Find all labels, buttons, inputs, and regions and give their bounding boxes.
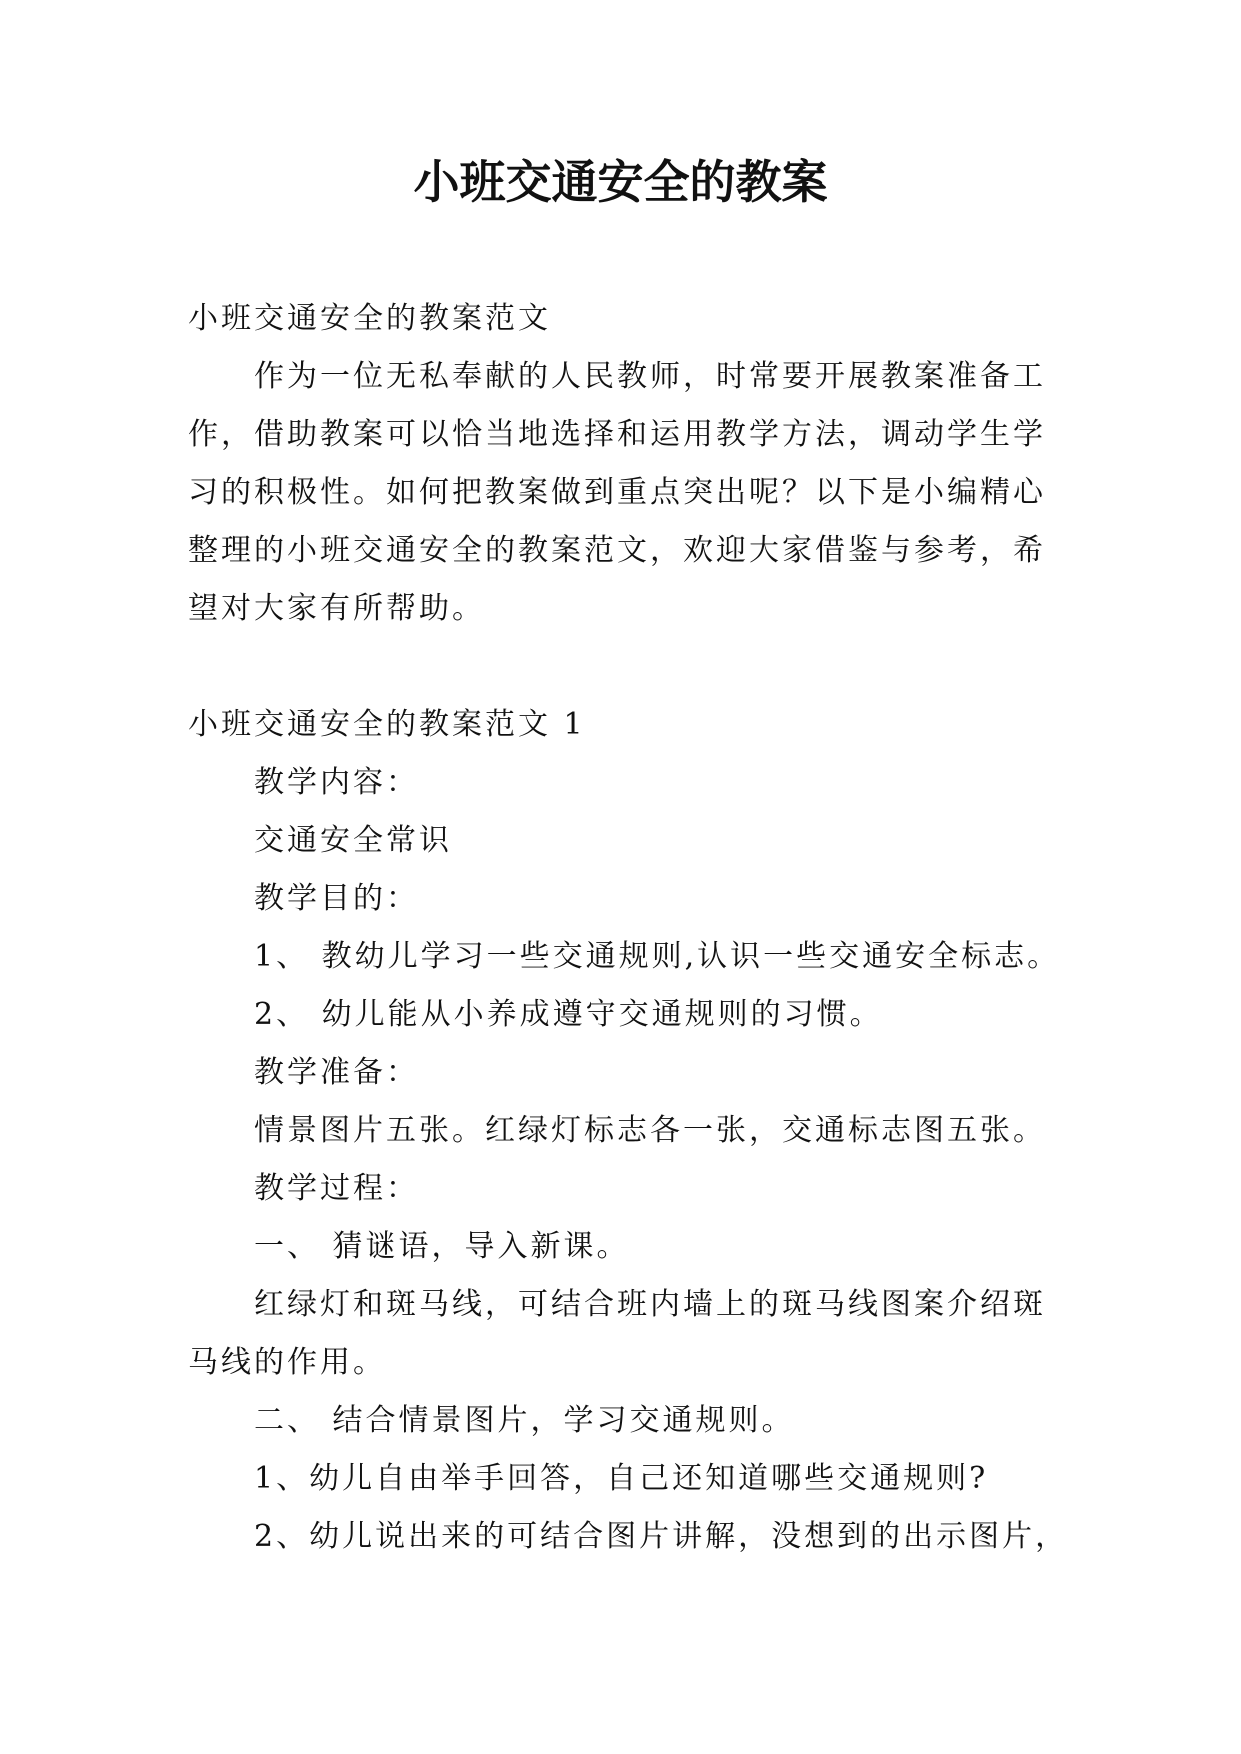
document-body [188,290,1069,1566]
teaching-goal-item-1: 1、 教幼儿学习一些交通规则,认识一些交通安全标志。 [254,939,1061,974]
teaching-goal-item-2: 2、 幼儿能从小养成遵守交通规则的习惯。 [254,997,883,1032]
process-step-2-item-1: 1、幼儿自由举手回答，自己还知道哪些交通规则? [254,1461,989,1496]
intro-paragraph: 作为一位无私奉献的人民教师，时常要开展教案准备工作，借助教案可以恰当地选择和运用教学方法，调动学生学习的积极性。如何把教案做到重点突出呢？以下是小编精心整理的小班交通安全的教案范文，欢迎大家借鉴与参考，希望对大家有所帮助。 [188,359,1046,626]
teaching-process-label: 教学过程： [254,1171,419,1206]
teaching-prep-label: 教学准备： [254,1055,419,1090]
teaching-content-text: 交通安全常识 [254,823,452,858]
process-step-1-detail: 红绿灯和斑马线，可结合班内墙上的斑马线图案介绍斑马线的作用。 [188,1287,1046,1380]
process-step-2-item-2: 2、幼儿说出来的可结合图片讲解，没想到的出示图片， [254,1519,1069,1554]
teaching-prep-text: 情景图片五张。红绿灯标志各一张，交通标志图五张。 [254,1113,1046,1148]
section-heading-1: 小班交通安全的教案范文 1 [188,707,586,742]
section-heading-intro: 小班交通安全的教案范文 [188,301,551,336]
process-step-2: 二、 结合情景图片，学习交通规则。 [254,1403,795,1438]
teaching-content-label: 教学内容： [254,765,419,800]
process-step-1: 一、 猜谜语，导入新课。 [254,1229,630,1264]
teaching-goal-label: 教学目的： [254,881,419,916]
document-title: 小班交通安全的教案 [413,155,828,209]
